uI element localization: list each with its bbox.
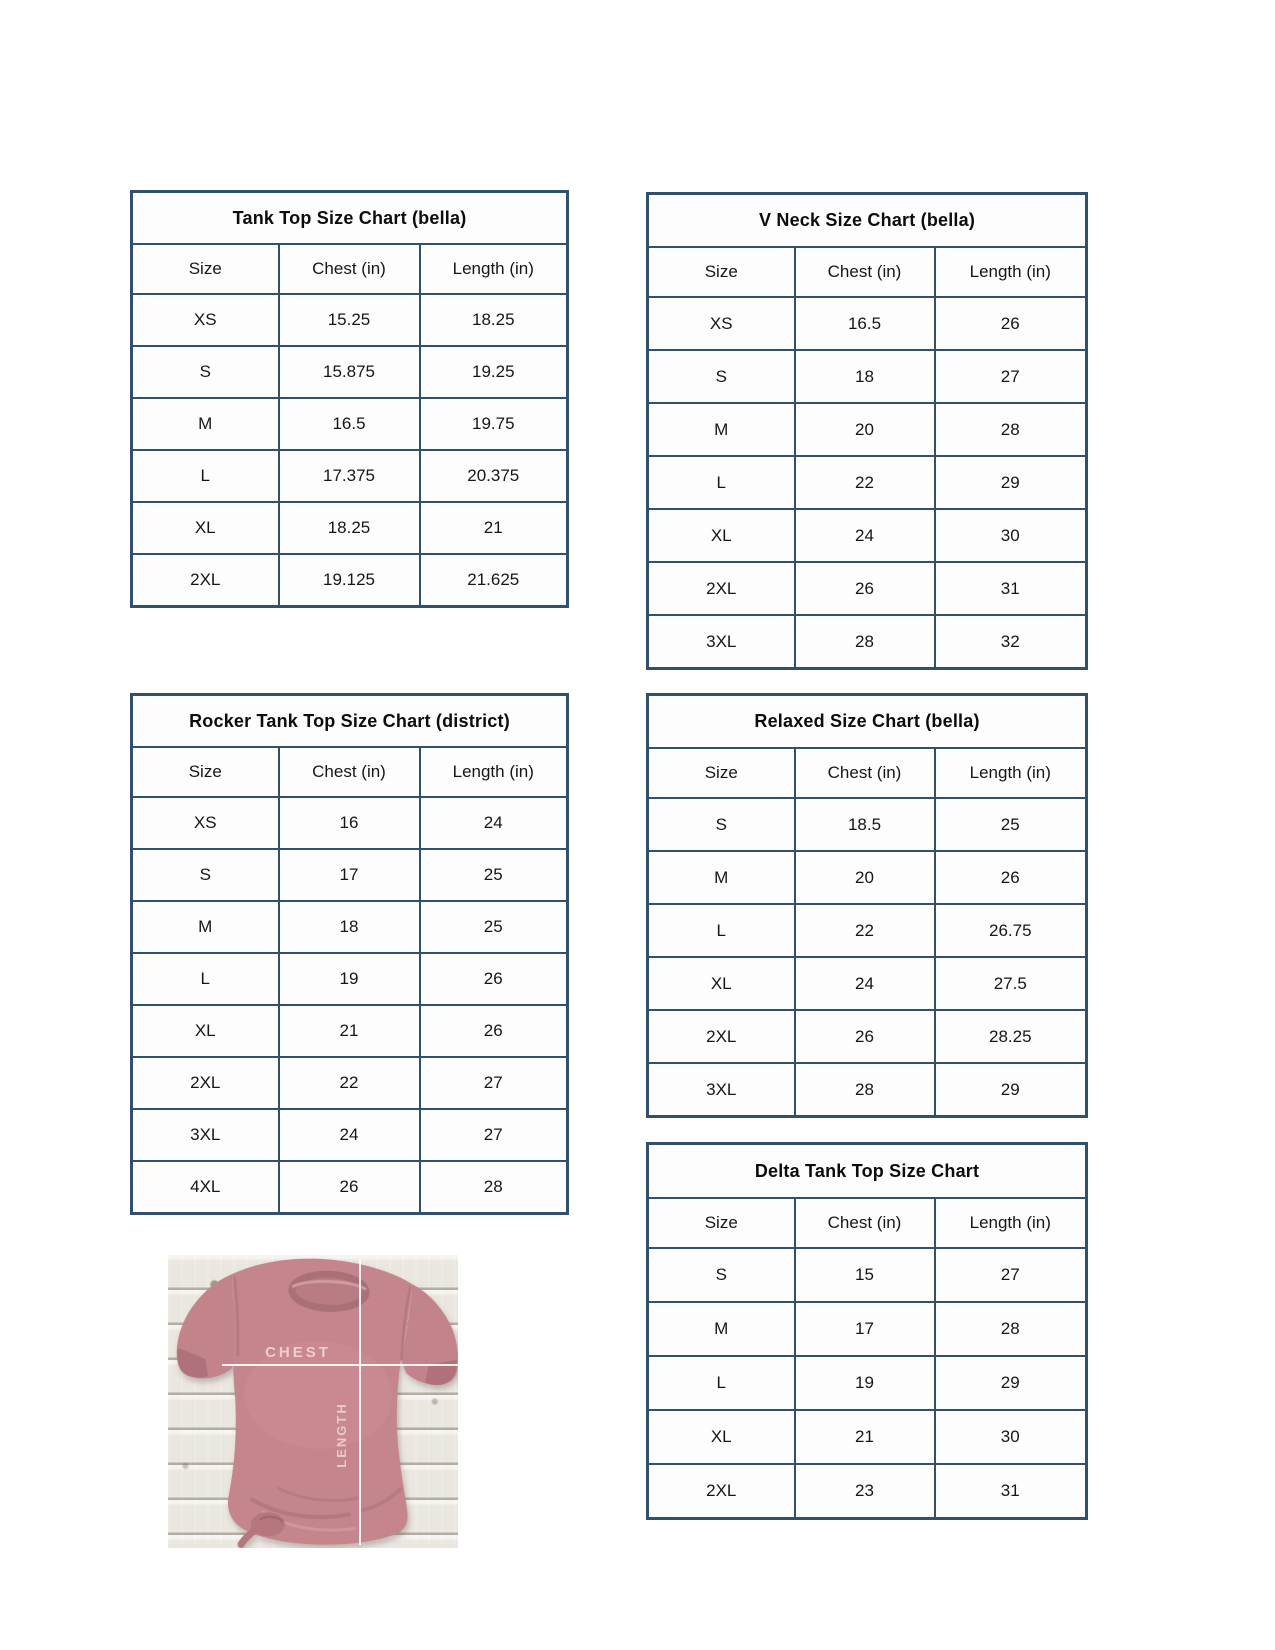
table-row — [648, 1010, 1087, 1063]
column-header-chest: Chest (in) — [279, 747, 420, 797]
table-row — [648, 957, 1087, 1010]
table-cell: 4XL — [132, 1161, 279, 1214]
chest-label: CHEST — [265, 1344, 331, 1361]
table-row — [132, 953, 568, 1005]
column-header-length: Length (in) — [935, 1198, 1087, 1248]
table-row — [132, 797, 568, 849]
header-row — [132, 747, 568, 797]
table-row — [132, 849, 568, 901]
table-cell: 30 — [935, 509, 1087, 562]
table-cell: 27 — [420, 1057, 568, 1109]
column-header-length: Length (in) — [420, 244, 568, 294]
table-cell: 19.25 — [420, 346, 568, 398]
size-table — [130, 693, 569, 1215]
column-header-chest: Chest (in) — [279, 244, 420, 294]
length-label: LENGTH — [334, 1402, 349, 1468]
table-cell: 25 — [935, 798, 1087, 851]
table-cell: 21 — [420, 502, 568, 554]
table-cell: 22 — [795, 456, 935, 509]
table-cell: XS — [132, 294, 279, 346]
table-cell: M — [648, 851, 795, 904]
table-cell: 3XL — [648, 1063, 795, 1117]
table-cell: 26 — [935, 297, 1087, 350]
table-cell: 19 — [279, 953, 420, 1005]
table-cell: 23 — [795, 1464, 935, 1519]
table-cell: XL — [132, 502, 279, 554]
table-cell: 26 — [420, 1005, 568, 1057]
table-cell: 25 — [420, 849, 568, 901]
column-header-chest: Chest (in) — [795, 247, 935, 297]
column-header-chest: Chest (in) — [795, 1198, 935, 1248]
header-row — [648, 247, 1087, 297]
table-row — [648, 562, 1087, 615]
table-title: V Neck Size Chart (bella) — [648, 194, 1087, 248]
table-cell: 15.25 — [279, 294, 420, 346]
column-header-chest: Chest (in) — [795, 748, 935, 798]
table-cell: 18.5 — [795, 798, 935, 851]
table-cell: S — [648, 1248, 795, 1302]
table-row — [132, 346, 568, 398]
table-cell: M — [648, 403, 795, 456]
table-cell: 29 — [935, 456, 1087, 509]
table-cell: S — [132, 346, 279, 398]
table-cell: 28.25 — [935, 1010, 1087, 1063]
table-cell: 27 — [935, 1248, 1087, 1302]
table-cell: 27 — [935, 350, 1087, 403]
table-cell: L — [132, 953, 279, 1005]
size-table — [646, 1142, 1088, 1520]
table-row — [132, 554, 568, 607]
table-cell: 26 — [420, 953, 568, 1005]
table-cell: S — [132, 849, 279, 901]
size-table — [130, 190, 569, 608]
table-cell: S — [648, 350, 795, 403]
table-row — [132, 450, 568, 502]
table-cell: S — [648, 798, 795, 851]
table-cell: 18.25 — [279, 502, 420, 554]
table-cell: XL — [648, 957, 795, 1010]
table-cell: 26 — [279, 1161, 420, 1214]
table-cell: 22 — [279, 1057, 420, 1109]
size-table — [646, 693, 1088, 1118]
table-cell: 2XL — [648, 1464, 795, 1519]
table-row — [648, 403, 1087, 456]
table-row — [648, 509, 1087, 562]
table-cell: 19.125 — [279, 554, 420, 607]
table-cell: 26 — [795, 562, 935, 615]
table-row — [648, 1302, 1087, 1356]
column-header-length: Length (in) — [420, 747, 568, 797]
table-cell: 2XL — [132, 1057, 279, 1109]
table-cell: 18 — [279, 901, 420, 953]
table-row — [648, 1410, 1087, 1464]
table-cell: 2XL — [648, 562, 795, 615]
table-cell: 28 — [795, 1063, 935, 1117]
table-row — [132, 294, 568, 346]
column-header-size: Size — [648, 247, 795, 297]
table-cell: 24 — [279, 1109, 420, 1161]
table-title: Tank Top Size Chart (bella) — [132, 192, 568, 245]
table-cell: 17 — [279, 849, 420, 901]
table-cell: 17.375 — [279, 450, 420, 502]
table-cell: 15 — [795, 1248, 935, 1302]
table-row — [132, 502, 568, 554]
table-row — [648, 798, 1087, 851]
table-row — [648, 1248, 1087, 1302]
table-cell: 25 — [420, 901, 568, 953]
table-row — [132, 1057, 568, 1109]
table-cell: 32 — [935, 615, 1087, 669]
table-cell: 29 — [935, 1356, 1087, 1410]
table-cell: 21 — [279, 1005, 420, 1057]
header-row — [132, 244, 568, 294]
table-row — [648, 456, 1087, 509]
table-relaxed — [646, 693, 1085, 1118]
table-row — [648, 350, 1087, 403]
shirt-measurement-photo — [168, 1255, 458, 1548]
table-row — [132, 1109, 568, 1161]
table-title: Rocker Tank Top Size Chart (district) — [132, 695, 568, 748]
column-header-size: Size — [132, 244, 279, 294]
table-cell: L — [648, 1356, 795, 1410]
table-title: Delta Tank Top Size Chart — [648, 1144, 1087, 1199]
table-cell: 28 — [935, 1302, 1087, 1356]
table-row — [648, 615, 1087, 669]
shirt-illustration — [168, 1255, 458, 1548]
header-row — [648, 1198, 1087, 1248]
table-row — [648, 904, 1087, 957]
table-cell: 24 — [795, 509, 935, 562]
table-cell: 3XL — [648, 615, 795, 669]
table-cell: 17 — [795, 1302, 935, 1356]
table-cell: L — [648, 904, 795, 957]
table-cell: 26 — [795, 1010, 935, 1063]
table-cell: 3XL — [132, 1109, 279, 1161]
table-cell: 18 — [795, 350, 935, 403]
table-cell: M — [648, 1302, 795, 1356]
table-tank-top — [130, 190, 566, 608]
table-cell: L — [132, 450, 279, 502]
table-cell: 20 — [795, 851, 935, 904]
table-cell: XS — [648, 297, 795, 350]
table-cell: 27 — [420, 1109, 568, 1161]
table-row — [648, 297, 1087, 350]
table-cell: 28 — [935, 403, 1087, 456]
table-cell: M — [132, 901, 279, 953]
table-cell: 31 — [935, 1464, 1087, 1519]
table-cell: 24 — [420, 797, 568, 849]
table-cell: 18.25 — [420, 294, 568, 346]
table-cell: 28 — [795, 615, 935, 669]
table-cell: 21.625 — [420, 554, 568, 607]
table-cell: 16.5 — [279, 398, 420, 450]
table-cell: 16.5 — [795, 297, 935, 350]
table-cell: 21 — [795, 1410, 935, 1464]
table-cell: 19 — [795, 1356, 935, 1410]
table-cell: 22 — [795, 904, 935, 957]
table-cell: XS — [132, 797, 279, 849]
table-cell: XL — [648, 509, 795, 562]
table-cell: 28 — [420, 1161, 568, 1214]
table-cell: 2XL — [132, 554, 279, 607]
size-table — [646, 192, 1088, 670]
table-cell: 29 — [935, 1063, 1087, 1117]
table-cell: XL — [648, 1410, 795, 1464]
table-cell: 26.75 — [935, 904, 1087, 957]
table-cell: 26 — [935, 851, 1087, 904]
table-cell: 15.875 — [279, 346, 420, 398]
table-row — [132, 398, 568, 450]
table-cell: 2XL — [648, 1010, 795, 1063]
table-cell: M — [132, 398, 279, 450]
shirt-graphic — [170, 1255, 458, 1548]
table-title: Relaxed Size Chart (bella) — [648, 695, 1087, 749]
table-row — [132, 1005, 568, 1057]
table-cell: 20.375 — [420, 450, 568, 502]
table-cell: 30 — [935, 1410, 1087, 1464]
table-cell: 31 — [935, 562, 1087, 615]
header-row — [648, 748, 1087, 798]
table-row — [648, 1356, 1087, 1410]
table-cell: 24 — [795, 957, 935, 1010]
table-row — [132, 1161, 568, 1214]
table-v-neck — [646, 192, 1085, 670]
column-header-size: Size — [648, 748, 795, 798]
table-cell: 19.75 — [420, 398, 568, 450]
column-header-length: Length (in) — [935, 247, 1087, 297]
table-row — [648, 1063, 1087, 1117]
table-cell: XL — [132, 1005, 279, 1057]
table-row — [648, 1464, 1087, 1519]
column-header-size: Size — [648, 1198, 795, 1248]
table-cell: 20 — [795, 403, 935, 456]
table-cell: L — [648, 456, 795, 509]
column-header-length: Length (in) — [935, 748, 1087, 798]
table-rocker-tank-top — [130, 693, 566, 1215]
table-row — [132, 901, 568, 953]
table-delta-tank-top — [646, 1142, 1085, 1520]
table-cell: 27.5 — [935, 957, 1087, 1010]
table-cell: 16 — [279, 797, 420, 849]
table-row — [648, 851, 1087, 904]
column-header-size: Size — [132, 747, 279, 797]
